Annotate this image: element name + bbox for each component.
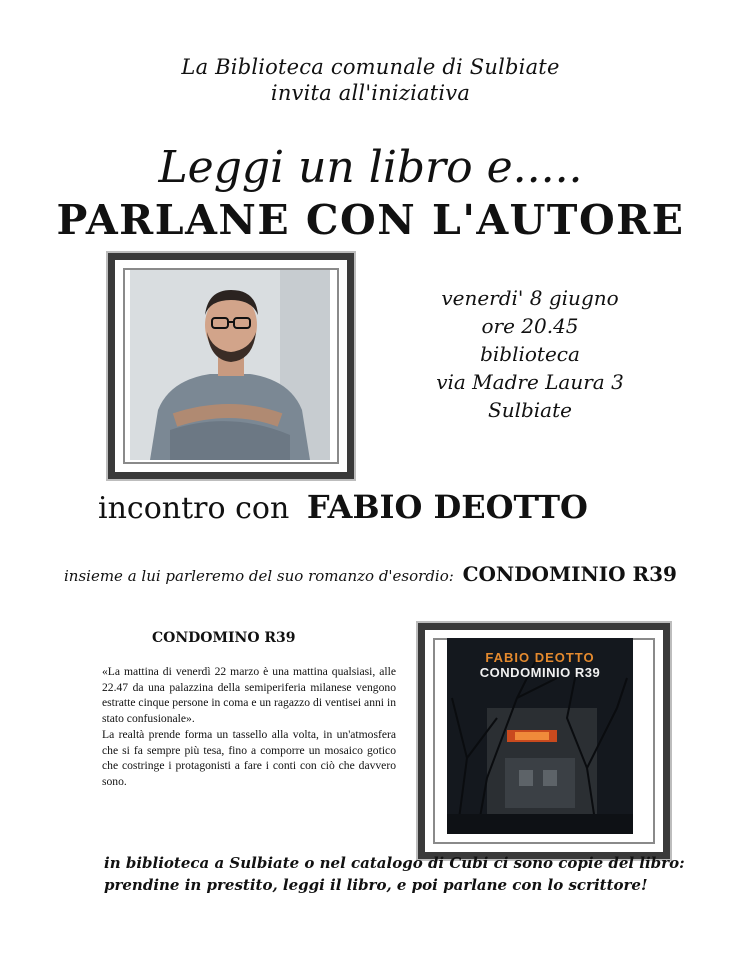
book-cover-frame <box>418 623 670 859</box>
footer-note <box>104 852 684 896</box>
author-photo <box>130 270 330 460</box>
organizer-line-1: La Biblioteca comunale di Sulbiate <box>181 55 560 79</box>
cover-author: FABIO DEOTTO <box>485 650 595 665</box>
synopsis-paragraph-2: La realtà prende forma un tassello alla volta, in un'atmosfera che si fa sempre più tesa, fino a comporre un mosaico gotico che costringe i protagonisti a fare i conti con ciò che davvero sono. <box>102 727 396 788</box>
event-time: ore 20.45 <box>481 314 579 338</box>
book-synopsis <box>102 664 396 790</box>
meeting-prefix: incontro con <box>98 491 290 526</box>
event-town: Sulbiate <box>488 398 572 422</box>
author-portrait-illustration <box>130 270 330 460</box>
meeting-line <box>98 487 588 529</box>
title-line-2: PARLANE CON L'AUTORE <box>56 196 685 244</box>
title-line-1: Leggi un libro e..... <box>158 142 583 193</box>
book-heading: CONDOMINO R39 <box>152 630 296 646</box>
event-address: via Madre Laura 3 <box>436 370 624 394</box>
synopsis-paragraph-1: «La mattina di venerdì 22 marzo è una mattina qualsiasi, alle 22.47 da una palazzina della semiperiferia milanese vengono estratte cinque persone in coma e un ragazzo di ventisei anni in stato confusionale». <box>102 665 396 726</box>
organizer-text <box>0 54 741 106</box>
footer-line-2: prendine in prestito, leggi il libro, e poi parlane con lo scrittore! <box>104 876 648 894</box>
organizer-line-2: invita all'iniziativa <box>270 81 471 105</box>
book-cover <box>447 638 633 834</box>
novel-intro-text: insieme a lui parleremo del suo romanzo d'esordio: <box>64 567 454 585</box>
event-date: venerdi' 8 giugno <box>441 286 619 310</box>
footer-line-1: in biblioteca a Sulbiate o nel catalogo di Cubi ci sono copie del libro: <box>104 854 685 872</box>
cover-title: CONDOMINIO R39 <box>479 665 601 680</box>
novel-intro <box>64 560 677 590</box>
author-name: FABIO DEOTTO <box>306 488 588 526</box>
novel-title: CONDOMINIO R39 <box>462 562 677 586</box>
author-photo-frame <box>108 253 354 479</box>
event-place: biblioteca <box>480 342 580 366</box>
event-details <box>420 284 640 424</box>
